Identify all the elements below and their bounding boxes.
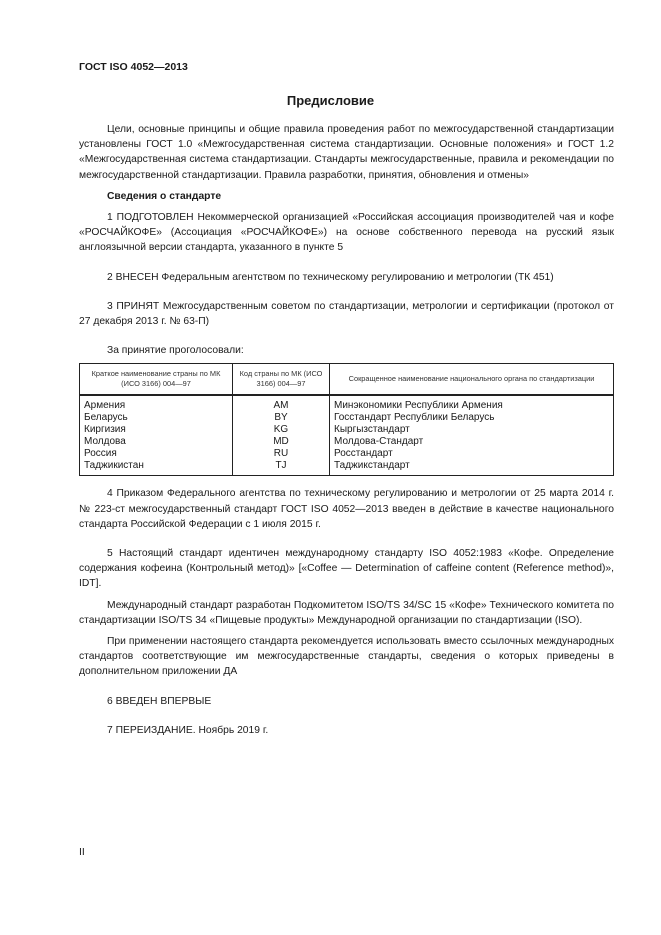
- voting-table: [79, 363, 614, 476]
- cell-code: RU: [233, 448, 330, 460]
- table-header-row: [80, 364, 614, 396]
- cell-agency: Минэкономики Республики Армения: [330, 395, 614, 412]
- cell-agency: Таджикстандарт: [330, 460, 614, 476]
- item-5-developer: Международный стандарт разработан Подкомитетом ISO/TS 34/SC 15 «Кофе» Технического комитета по стандартизации ISO/TS 34 «Пищевые продукты» Международной организации по стандартизации (ISO).: [79, 599, 614, 626]
- item-3: 3 ПРИНЯТ Межгосударственным советом по стандартизации, метрологии и сертификации (протокол от 27 декабря 2013 г. № 63-П): [79, 300, 614, 328]
- cell-code: BY: [233, 412, 330, 424]
- item-4: 4 Приказом Федерального агентства по техническому регулированию и метрологии от 25 марта 2014 г. № 223-ст межгосударственный стандарт ГОСТ ISO 4052—2013 введен в действие в качестве национального стандарта Российской Федерации с 1 июля 2015 г.: [79, 488, 614, 530]
- cell-agency: Госстандарт Республики Беларусь: [330, 412, 614, 424]
- intro-paragraph: Цели, основные принципы и общие правила проведения работ по межгосударственной стандартизации установлены ГОСТ 1.0 «Межгосударственная система стандартизации. Основные положения» и ГОСТ 1.2 «Межгосударственная система стандартизации. Стандарты межгосударственные, правила и рекомендации по межгосударственной стандартизации. Правила разработки, принятия, обновления и отмены»: [79, 124, 614, 181]
- header-country: Краткое наименование страны по МК (ИСО 3166) 004—97: [80, 364, 233, 396]
- cell-agency: Росстандарт: [330, 448, 614, 460]
- item-5-application: При применении настоящего стандарта рекомендуется использовать вместо ссылочных международных стандартов соответствующие им межгосударственные стандарты, сведения о которых приведены в дополнительном приложении ДА: [79, 636, 614, 678]
- item-5: 5 Настоящий стандарт идентичен международному стандарту ISO 4052:1983 «Кофе. Определение содержания кофеина (Контрольный метод)» [«Coffee — Determination of caffeine content (Reference method)», IDT].: [79, 548, 614, 590]
- cell-code: AM: [233, 395, 330, 412]
- cell-code: MD: [233, 436, 330, 448]
- table-row: [80, 412, 614, 424]
- item-1: 1 ПОДГОТОВЛЕН Некоммерческой организацией «Российская ассоциация производителей чая и кофе «РОСЧАЙКОФЕ» (Ассоциация «РОСЧАЙКОФЕ») на основе собственного перевода на русский язык англоязычной версии стандарта, указанного в пункте 5: [79, 212, 614, 254]
- document-code: ГОСТ ISO 4052—2013: [79, 61, 188, 73]
- table-row: [80, 436, 614, 448]
- cell-agency: Молдова-Стандарт: [330, 436, 614, 448]
- preface-body: [79, 122, 614, 738]
- header-code: Код страны по МК (ИСО 3166) 004—97: [233, 364, 330, 396]
- item-7: 7 ПЕРЕИЗДАНИЕ. Ноябрь 2019 г.: [107, 724, 269, 736]
- item-2: 2 ВНЕСЕН Федеральным агентством по техническому регулированию и метрологии (ТК 451): [107, 271, 554, 283]
- item-6: 6 ВВЕДЕН ВПЕРВЫЕ: [107, 695, 212, 707]
- cell-country: Киргизия: [80, 424, 233, 436]
- cell-country: Таджикистан: [80, 460, 233, 476]
- table-row: [80, 395, 614, 412]
- section-subheading: Сведения о стандарте: [107, 190, 222, 202]
- cell-country: Молдова: [80, 436, 233, 448]
- page-title: Предисловие: [286, 93, 375, 108]
- cell-code: TJ: [233, 460, 330, 476]
- cell-country: Россия: [80, 448, 233, 460]
- table-row: [80, 448, 614, 460]
- page-number: II: [79, 846, 85, 858]
- cell-country: Армения: [80, 395, 233, 412]
- voted-label: За принятие проголосовали:: [107, 345, 244, 357]
- table-row: [80, 460, 614, 476]
- table-row: [80, 424, 614, 436]
- cell-country: Беларусь: [80, 412, 233, 424]
- cell-agency: Кыргызстандарт: [330, 424, 614, 436]
- cell-code: KG: [233, 424, 330, 436]
- header-agency: Сокращенное наименование национального органа по стандартизации: [330, 364, 614, 396]
